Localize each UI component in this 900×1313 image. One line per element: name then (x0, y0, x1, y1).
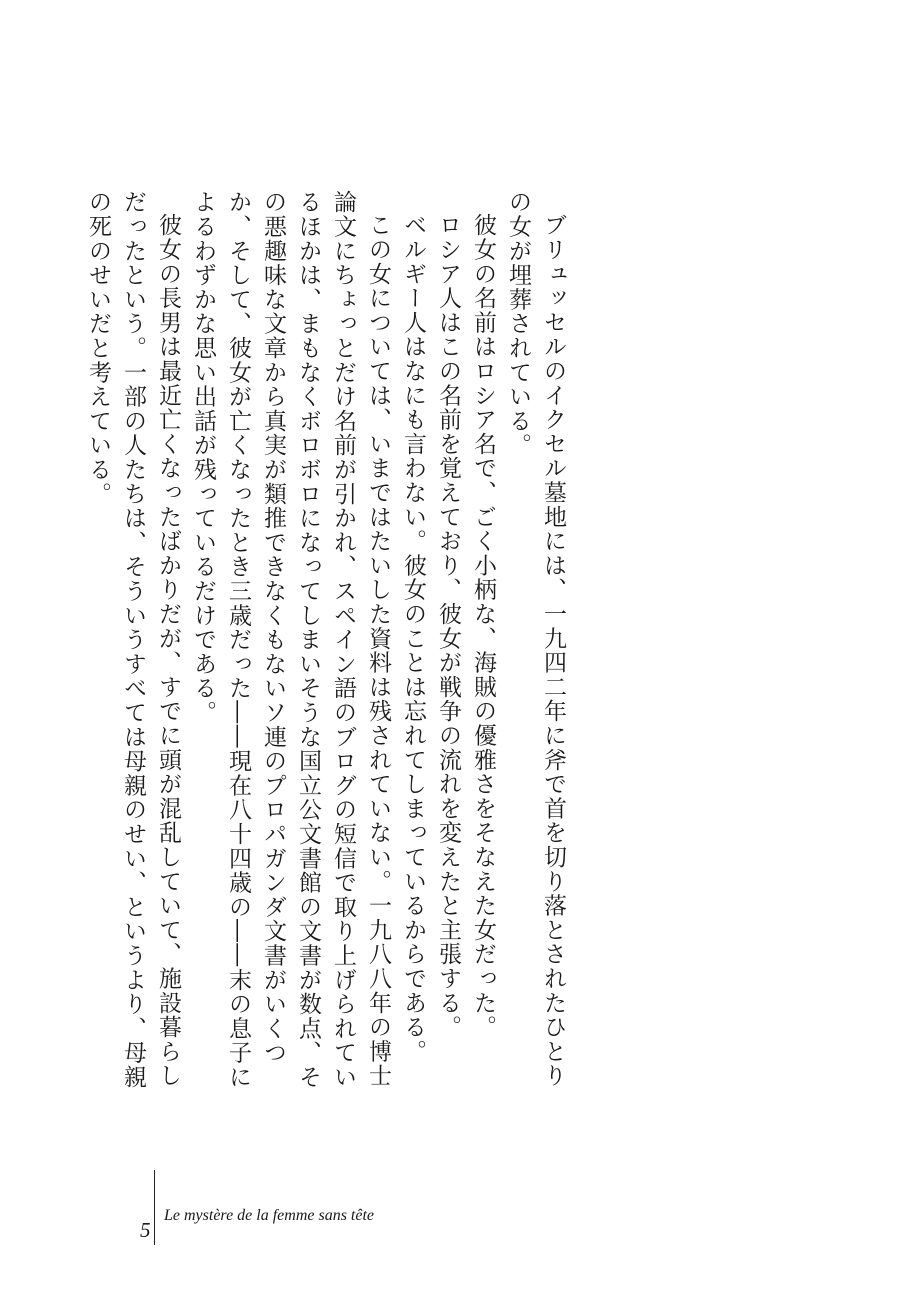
paragraph-1: ブリュッセルのイクセル墓地には、一九四二年に斧で首を切り落とされたひとりの女が埋葬されている。 (505, 190, 566, 1088)
page-number: 5 (140, 1218, 151, 1242)
paragraph-3: ロシア人はこの名前を覚えており、彼女が戦争の流れを変えたと主張する。 (435, 213, 461, 1040)
paragraph-5: この女については、いまではたいした資料は残されていない。一九八八年の博士論文にちょっとだけ名前が引かれ、スペイン語のブログの短信で取り上げられているほかは、まもなくボロボロになってしまいそうな国立公文書館の文書が数点、その悪趣味な文章から真実が類推できなくもないソ連のプロパガンダ文書がいくつか、そして、彼女が亡くなったとき三歳だった――現在八十四歳の――末の息子によるわずかな思い出話が残っているだけである。 (190, 190, 391, 1090)
paragraph-4: ベルギー人はなにも言わない。彼女のことは忘れてしまっているからである。 (400, 213, 426, 1064)
folio-divider (154, 1170, 155, 1245)
running-title: Le mystère de la femme sans tête (164, 1207, 375, 1224)
paragraph-6: 彼女の長男は最近亡くなったばかりだが、すでに頭が混乱していて、施設暮らしだったという。一部の人たちは、そういうすべては母親のせい、というより、母親の死のせいだと考えている。 (85, 190, 181, 1090)
paragraph-2: 彼女の名前はロシア名で、ごく小柄な、海賊の優雅さをそなえた女だった。 (470, 213, 496, 1040)
vertical-body-text (80, 190, 570, 1110)
